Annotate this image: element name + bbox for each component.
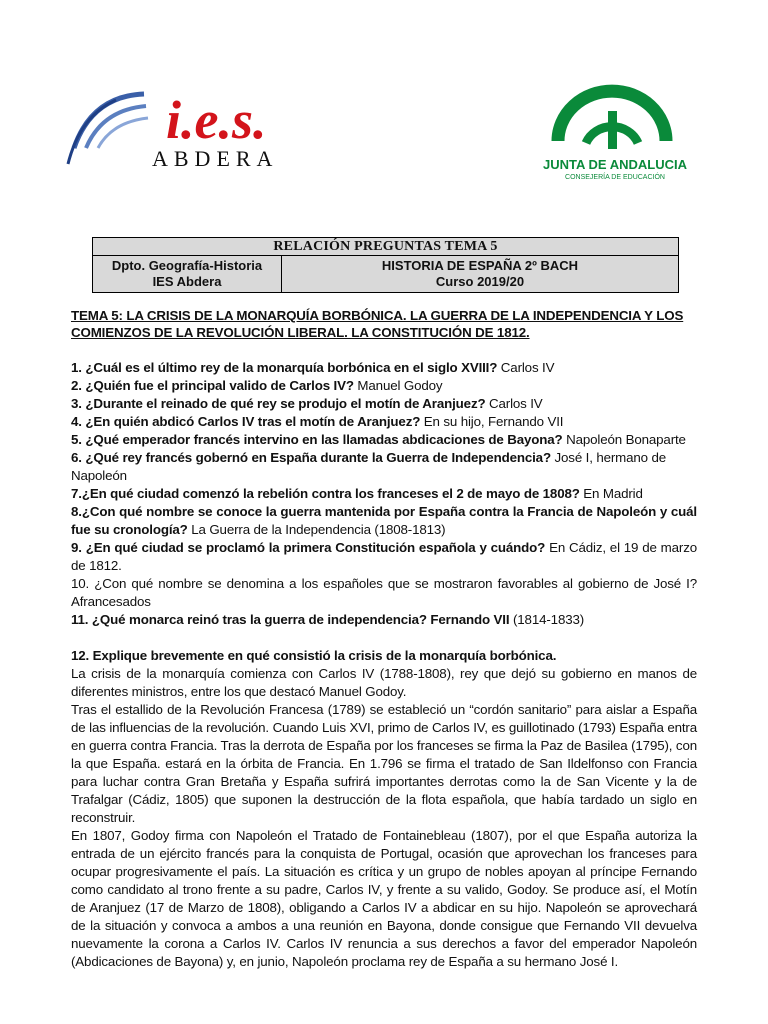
school-name: IES Abdera	[152, 274, 222, 289]
question-text: 9. ¿En qué ciudad se proclamó la primera Constitución española y cuándo?	[71, 540, 546, 555]
question-text: 6. ¿Qué rey francés gobernó en España durante la Guerra de Independencia?	[71, 450, 551, 465]
answer-text: Carlos IV	[497, 360, 555, 375]
question-text: 8.¿Con qué nombre se conoce la guerra mantenida por España contra la Francia de Napoleón y cuál fue su cronología?	[71, 504, 697, 537]
answer-text: José I, hermano de Napoleón	[71, 450, 667, 483]
question-item	[71, 611, 697, 629]
question-text: 2. ¿Quién fue el principal valido de Carlos IV?	[71, 378, 354, 393]
question-list	[71, 359, 697, 629]
department-cell	[93, 256, 282, 293]
answer-text: En Cádiz, el 19 de marzo de 1812.	[71, 540, 697, 573]
tema-heading: TEMA 5: LA CRISIS DE LA MONARQUÍA BORBÓNICA. LA GUERRA DE LA INDEPENDENCIA Y LOS COMIENZOS DE LA REVOLUCIÓN LIBERAL. LA CONSTITUCIÓN DE 1812.	[71, 308, 684, 340]
question-text: 1. ¿Cuál es el último rey de la monarquía borbónica en el siglo XVIII?	[71, 360, 498, 375]
svg-text:CONSEJERÍA DE EDUCACIÓN: CONSEJERÍA DE EDUCACIÓN	[565, 174, 665, 181]
header-table	[92, 237, 679, 293]
course-year: Curso 2019/20	[435, 274, 525, 289]
answer-text: Napoleón Bonaparte	[562, 432, 686, 447]
question-item	[71, 395, 697, 413]
answer-paragraph: En 1807, Godoy firma con Napoleón el Tratado de Fontainebleau (1807), por el que España autoriza la entrada de un ejército francés para la conquista de Portugal, ocasión que aprovechan los franceses para ocupar progresivamente el país. La situación es crítica y un grupo de nobles apoyan al príncipe Fernando como candidato al trono frente a su padre, Carlos IV, y frente a su valido, Godoy. Se produce así, el Motín de Aranjuez (17 de Marzo de 1808), obligando a Carlos IV a abdicar en su hijo. Napoleón se aprovechará de la situación y convoca a ambos a una reunión en Bayona, donde consigue que Fernando VII devuelva nuevamente la corona a Carlos IV. Carlos IV renuncia a sus derechos a favor del emperador Napoleón (Abdicaciones de Bayona) y, en junio, Napoleón proclama rey de España a su hermano José I.	[71, 828, 697, 969]
document-body	[71, 307, 697, 971]
question-item	[71, 449, 697, 485]
answer-text: En Madrid	[579, 486, 643, 501]
question-text: 5. ¿Qué emperador francés intervino en las llamadas abdicaciones de Bayona?	[71, 432, 563, 447]
answer-text: Carlos IV	[485, 396, 543, 411]
department-name: Dpto. Geografía-Historia	[111, 258, 263, 273]
answer-text: En su hijo, Fernando VII	[420, 414, 564, 429]
answer-text: La Guerra de la Independencia (1808-1813)	[187, 522, 446, 537]
question-text: 3. ¿Durante el reinado de qué rey se produjo el motín de Aranjuez?	[71, 396, 486, 411]
question-text: 11. ¿Qué monarca reinó tras la guerra de independencia? Fernando VII	[71, 612, 510, 627]
question-item	[71, 431, 697, 449]
answer-text: Manuel Godoy	[353, 378, 443, 393]
question-item	[71, 359, 697, 377]
question-item	[71, 413, 697, 431]
question-item	[71, 503, 697, 539]
question-item	[71, 539, 697, 575]
answer-paragraph: Tras el estallido de la Revolución Francesa (1789) se estableció un “cordón sanitario” para aislar a España de las influencias de la revolución. Cuando Luis XVI, primo de Carlos IV, es guillotinado (1793) España entra en guerra contra Francia. Tras la derrota de España por los franceses se firma la Paz de Basilea (1795), con la que España. estará en la órbita de Francia. En 1.796 se firma el tratado de San Ildelfonso con Francia para luchar contra Gran Bretaña y España sufrirá importantes derrotas como la de San Vicente y la de Trafalgar (Cádiz, 1805) que suponen la destrucción de la flota española, que había tardado un siglo en reconstruir.	[71, 702, 697, 825]
subject-cell	[282, 256, 679, 293]
question-text: 4. ¿En quién abdicó Carlos IV tras el motín de Aranjuez?	[71, 414, 421, 429]
ies-abdera-logo	[66, 86, 308, 170]
question-item	[71, 485, 697, 503]
question-item	[71, 575, 697, 611]
document-title: RELACIÓN PREGUNTAS TEMA 5	[93, 238, 679, 256]
svg-text:ABDERA: ABDERA	[152, 146, 279, 170]
question-text: 7.¿En qué ciudad comenzó la rebelión contra los franceses el 2 de mayo de 1808?	[71, 486, 580, 501]
answer-paragraph: La crisis de la monarquía comienza con Carlos IV (1788-1808), rey que dejó su gobierno en manos de diferentes ministros, entre los que destacó Manuel Godoy.	[71, 666, 697, 699]
junta-andalucia-logo	[524, 83, 706, 183]
answer-text: 10. ¿Con qué nombre se denomina a los españoles que se mostraron favorables al gobierno de José I? Afrancesados	[71, 576, 697, 609]
answer-text: (1814-1833)	[509, 612, 585, 627]
question-12-heading: 12. Explique brevemente en qué consistió la crisis de la monarquía borbónica.	[71, 648, 557, 663]
question-item	[71, 377, 697, 395]
subject-name: HISTORIA DE ESPAÑA 2º BACH	[381, 258, 579, 273]
svg-text:i.e.s.: i.e.s.	[166, 90, 267, 150]
svg-text:JUNTA DE ANDALUCIA: JUNTA DE ANDALUCIA	[543, 157, 687, 172]
